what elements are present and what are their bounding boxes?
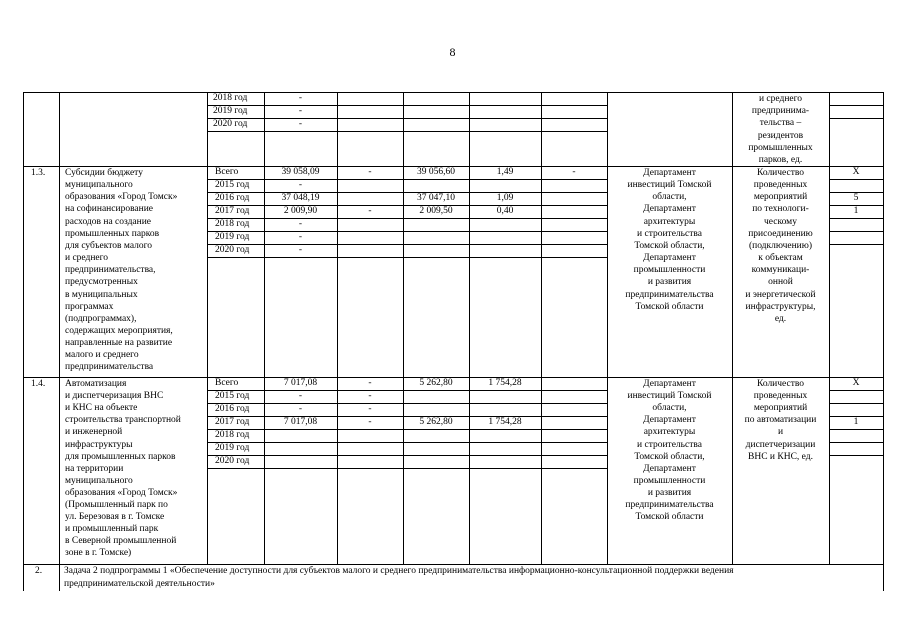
- indicator-line: проведенных: [753, 391, 808, 402]
- executor-line: предпринимательства: [625, 500, 714, 510]
- measure-name-line: предпринимательства,: [65, 265, 156, 276]
- executor-line: промышленности: [633, 475, 706, 486]
- table-rule: [883, 92, 884, 167]
- total-value: -: [298, 93, 303, 103]
- measure-name-line: для промышленных парков: [65, 451, 176, 462]
- row-number: 1.4.: [31, 379, 46, 389]
- regional-value: 2 009,50: [419, 206, 453, 216]
- measure-name-line: содержащих мероприятия,: [65, 325, 173, 336]
- indicator-line: по технологи-: [752, 204, 809, 215]
- measure-name-line: и среднего: [65, 253, 109, 264]
- indicator-line: присоединению: [748, 228, 813, 239]
- total-value: 39 058,09: [281, 167, 320, 177]
- total-value: -: [298, 106, 303, 116]
- indicator-line: ВНС и КНС, ед.: [748, 451, 813, 462]
- total-value: -: [298, 245, 303, 255]
- measure-name-line: инфраструктуры: [65, 439, 133, 450]
- federal-value: -: [368, 391, 372, 401]
- measure-name-line: образования «Город Томск»: [65, 487, 178, 498]
- page-number: 8: [449, 45, 456, 59]
- measure-name-line: направленные на развитие: [65, 338, 173, 349]
- measure-name-line: промышленных парков: [65, 228, 160, 239]
- year-row-rule: [207, 455, 608, 456]
- measure-name-line: в Северной промышленной: [65, 536, 177, 547]
- table-rule: [829, 92, 830, 167]
- year-label: 2020 год: [215, 245, 250, 255]
- year-row-rule: [829, 390, 884, 391]
- table-rule: [469, 92, 470, 167]
- executor-line: инвестиций Томской: [627, 391, 712, 402]
- year-row-rule: [829, 442, 884, 443]
- measure-name-line: зоне в г. Томске): [65, 548, 132, 559]
- year-label: 2017 год: [215, 206, 250, 216]
- total-value: 37 048,19: [281, 193, 320, 203]
- measure-name-line: программах: [65, 301, 114, 312]
- executor-line: Томской области,: [634, 451, 705, 462]
- federal-value: -: [368, 378, 372, 388]
- indicator-line: ед.: [774, 313, 787, 324]
- executor-line: инвестиций Томской: [627, 180, 712, 191]
- total-value: 7 017,08: [283, 378, 318, 388]
- executor-line: архитектуры: [643, 427, 696, 438]
- table-rule: [207, 92, 208, 167]
- table-rule: [59, 377, 60, 565]
- executor-line: Департамент: [643, 204, 696, 215]
- executor-line: промышленности: [633, 265, 706, 276]
- year-label: 2020 год: [215, 456, 250, 466]
- measure-name-line: муниципального: [65, 475, 133, 486]
- table-rule: [337, 166, 338, 378]
- indicator-text: промышленных: [748, 142, 813, 153]
- year-label: 2019 год: [215, 443, 250, 453]
- local-value: 0,40: [496, 206, 514, 216]
- total-value: -: [298, 180, 303, 190]
- indicator-line: мероприятий: [753, 403, 808, 414]
- table-rule: [207, 377, 208, 565]
- indicator-line: Количество: [756, 379, 805, 389]
- measure-name-line: расходов на создание: [65, 216, 152, 227]
- indicator-line: инфраструктуры,: [745, 301, 816, 312]
- measure-name-line: малого и среднего: [65, 350, 139, 361]
- table-rule: [607, 92, 608, 167]
- year-row-rule: [829, 403, 884, 404]
- table-rule: [469, 377, 470, 565]
- other-value: -: [572, 167, 576, 177]
- table-rule: [23, 377, 24, 565]
- indicator-line: по автоматизации: [744, 415, 817, 426]
- table-rule: [829, 377, 830, 565]
- measure-name-line: для субъектов малого: [65, 240, 153, 251]
- measure-name-line: и КНС на объекте: [65, 403, 138, 414]
- measure-name-line: (подпрограммах),: [65, 313, 137, 324]
- table-rule: [403, 377, 404, 565]
- local-value: 1 754,28: [488, 378, 522, 388]
- year-label: 2017 год: [215, 417, 250, 427]
- year-label: 2018 год: [213, 93, 248, 103]
- year-label: Всего: [215, 167, 239, 177]
- executor-line: предпринимательства: [625, 289, 714, 300]
- year-row-rule: [207, 131, 608, 132]
- indicator-text: и среднего: [758, 94, 803, 104]
- indicator-line: и энергетической: [745, 289, 816, 300]
- measure-name-line: предусмотренных: [65, 277, 138, 288]
- table-rule: [23, 166, 24, 378]
- indicator-line: онной: [768, 277, 793, 288]
- indicator-value: 1: [853, 417, 859, 427]
- indicator-line: коммуникаци-: [751, 265, 810, 276]
- table-rule: [207, 166, 208, 378]
- measure-name-line: ул. Березовая в г. Томске: [65, 512, 165, 523]
- executor-line: Томской области,: [634, 240, 705, 251]
- indicator-line: проведенных: [753, 180, 808, 191]
- year-row-rule: [829, 105, 884, 106]
- table-rule: [541, 377, 542, 565]
- executor-line: и строительства: [637, 228, 702, 239]
- year-row-rule: [829, 231, 884, 232]
- measure-name-line: Автоматизация: [65, 379, 127, 389]
- year-row-rule: [207, 468, 608, 469]
- measure-name-line: образования «Город Томск»: [65, 192, 178, 203]
- table-rule: [883, 166, 884, 378]
- table-rule: [883, 564, 884, 591]
- total-value: 2 009,90: [283, 206, 318, 216]
- measure-name-line: Субсидии бюджету: [65, 168, 143, 178]
- year-label: 2019 год: [213, 106, 248, 116]
- year-row-rule: [207, 257, 608, 258]
- indicator-line: и: [777, 427, 784, 438]
- local-value: 1,09: [496, 193, 514, 203]
- executor-line: Томской области: [635, 512, 704, 523]
- measure-name-line: (Промышленный парк по: [65, 500, 168, 510]
- year-row-rule: [829, 429, 884, 430]
- executor-line: Департамент: [643, 379, 696, 389]
- year-row-rule: [829, 455, 884, 456]
- year-label: 2015 год: [215, 391, 250, 401]
- federal-value: -: [368, 404, 372, 414]
- regional-value: 5 262,80: [419, 378, 453, 388]
- local-value: 1 754,28: [488, 417, 522, 427]
- measure-name-line: предпринимательства: [65, 362, 154, 373]
- executor-line: Департамент: [643, 415, 696, 426]
- executor-line: и строительства: [637, 439, 702, 450]
- row-number: 2.: [35, 566, 43, 576]
- measure-name-line: строительства транспортной: [65, 415, 181, 426]
- indicator-value: 5: [853, 193, 859, 203]
- indicator-text: резидентов: [757, 130, 804, 141]
- executor-line: Томской области: [635, 301, 704, 312]
- table-rule: [403, 92, 404, 167]
- table-rule: [59, 564, 60, 591]
- indicator-text: парков, ед.: [758, 155, 803, 165]
- local-value: 1,49: [496, 167, 514, 177]
- year-label: 2016 год: [215, 193, 250, 203]
- row-number: 1.3.: [31, 168, 46, 178]
- indicator-text: предпринима-: [751, 106, 810, 117]
- year-label: 2020 год: [213, 119, 248, 129]
- indicator-value: Х: [852, 167, 860, 177]
- executor-line: области,: [652, 403, 687, 414]
- table-rule: [23, 564, 24, 591]
- year-label: 2015 год: [215, 180, 250, 190]
- regional-value: 39 056,60: [417, 167, 455, 177]
- table-rule: [541, 92, 542, 167]
- indicator-text: тельства –: [759, 118, 802, 129]
- year-label: 2018 год: [215, 430, 250, 440]
- federal-value: -: [368, 206, 372, 216]
- table-rule: [337, 92, 338, 167]
- measure-name-line: на софинансирование: [65, 204, 154, 215]
- total-value: -: [298, 119, 303, 129]
- table-rule: [23, 92, 24, 167]
- total-value: -: [298, 391, 303, 401]
- indicator-value: 1: [853, 206, 859, 216]
- total-value: 7 017,08: [283, 417, 318, 427]
- table-rule: [883, 377, 884, 565]
- measure-name-line: и диспетчеризация ВНС: [65, 391, 164, 402]
- table-rule: [59, 92, 60, 167]
- total-value: -: [298, 219, 303, 229]
- year-label: 2019 год: [215, 232, 250, 242]
- executor-line: области,: [652, 192, 687, 203]
- executor-line: Департамент: [643, 253, 696, 264]
- indicator-line: мероприятий: [753, 192, 808, 203]
- measure-name-line: муниципального: [65, 180, 133, 191]
- indicator-line: Количество: [756, 168, 805, 178]
- executor-line: Департамент: [643, 463, 696, 474]
- indicator-value: Х: [852, 378, 860, 388]
- executor-line: архитектуры: [643, 216, 696, 227]
- year-row-rule: [207, 429, 608, 430]
- measure-name-line: на территории: [65, 463, 124, 474]
- regional-value: 5 262,80: [419, 417, 453, 427]
- year-label: 2016 год: [215, 404, 250, 414]
- indicator-line: ческому: [764, 216, 797, 227]
- measure-name-line: и промышленный парк: [65, 524, 159, 535]
- measure-name-line: в муниципальных: [65, 289, 138, 300]
- executor-line: и развития: [647, 277, 692, 288]
- task-text-line: предпринимательской деятельности»: [64, 578, 215, 589]
- indicator-line: к объектам: [758, 253, 803, 264]
- measure-name-line: и инженерной: [65, 427, 123, 438]
- year-label: Всего: [215, 378, 239, 388]
- table-rule: [541, 166, 542, 378]
- year-row-rule: [207, 442, 608, 443]
- total-value: -: [298, 232, 303, 242]
- task-text-line: Задача 2 подпрограммы 1 «Обеспечение доступности для субъектов малого и среднего предпринимательства информационно-консультационной поддержки ведения: [64, 566, 734, 576]
- indicator-line: диспетчеризации: [745, 439, 816, 450]
- year-label: 2018 год: [215, 219, 250, 229]
- indicator-line: (подключению): [748, 240, 813, 251]
- year-row-rule: [829, 118, 884, 119]
- federal-value: -: [368, 167, 372, 177]
- table-rule: [59, 166, 60, 378]
- regional-value: 37 047,10: [417, 193, 455, 203]
- year-row-rule: [829, 244, 884, 245]
- executor-line: Департамент: [643, 168, 696, 178]
- federal-value: -: [368, 417, 372, 427]
- total-value: -: [298, 404, 303, 414]
- year-row-rule: [829, 218, 884, 219]
- executor-line: и развития: [647, 487, 692, 498]
- year-row-rule: [829, 179, 884, 180]
